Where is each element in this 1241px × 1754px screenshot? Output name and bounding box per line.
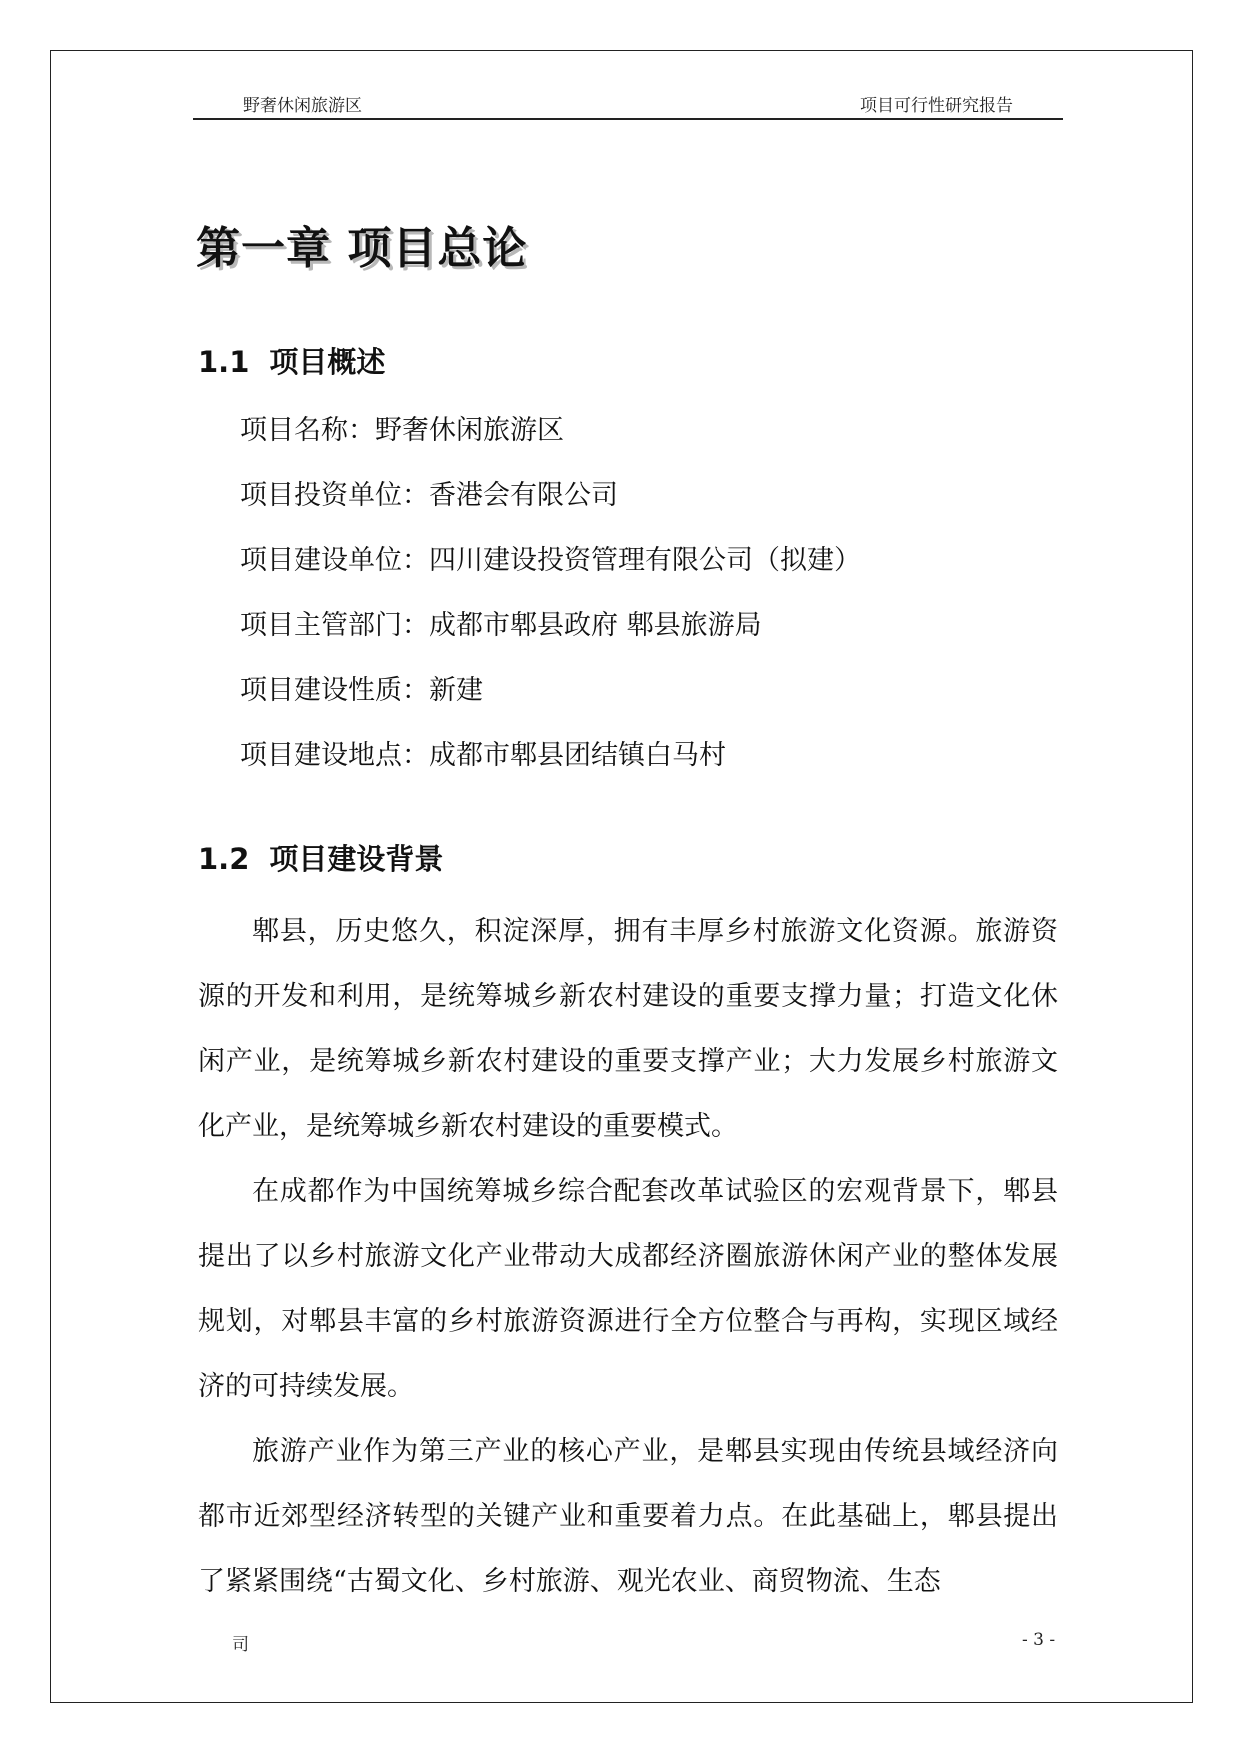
chapter-title: 第一章 项目总论 [196,223,528,274]
section-number: 1.2 [198,842,250,876]
section-title: 项目建设背景 [269,842,444,876]
footer-left-text: 司 [232,1635,249,1655]
body-paragraph: 在成都作为中国统筹城乡综合配套改革试验区的宏观背景下，郫县提出了以乡村旅游文化产业带动大成都经济圈旅游休闲产业的整体发展规划，对郫县丰富的乡村旅游资源进行全方位整合与再构，实现区域经济的可持续发展。 [198,1176,1058,1402]
running-header [193,88,1063,120]
info-item-name: 项目名称：野奢休闲旅游区 [240,415,564,446]
info-item-location: 项目建设地点：成都市郫县团结镇白马村 [240,740,726,771]
page-number: - 3 - [1022,1630,1056,1650]
body-paragraph: 郫县，历史悠久，积淀深厚，拥有丰厚乡村旅游文化资源。旅游资源的开发和利用，是统筹城乡新农村建设的重要支撑力量；打造文化休闲产业，是统筹城乡新农村建设的重要支撑产业；大力发展乡村旅游文化产业，是统筹城乡新农村建设的重要模式。 [198,916,1058,1142]
info-item-builder: 项目建设单位：四川建设投资管理有限公司（拟建） [240,545,861,576]
info-item-nature: 项目建设性质：新建 [240,675,483,706]
section-heading-overview [198,340,385,381]
section-number: 1.1 [198,345,250,379]
info-item-authority: 项目主管部门：成都市郫县政府 郫县旅游局 [240,610,762,641]
section-heading-background [198,837,443,878]
section-title: 项目概述 [269,345,386,379]
body-paragraph: 旅游产业作为第三产业的核心产业，是郫县实现由传统县域经济向都市近郊型经济转型的关键产业和重要着力点。在此基础上，郫县提出了紧紧围绕“古蜀文化、乡村旅游、观光农业、商贸物流、生态 [198,1436,1058,1597]
project-info-list [240,410,861,800]
header-left-title: 野奢休闲旅游区 [243,96,362,116]
info-item-investor: 项目投资单位：香港会有限公司 [240,480,618,511]
header-right-title: 项目可行性研究报告 [860,96,1013,116]
